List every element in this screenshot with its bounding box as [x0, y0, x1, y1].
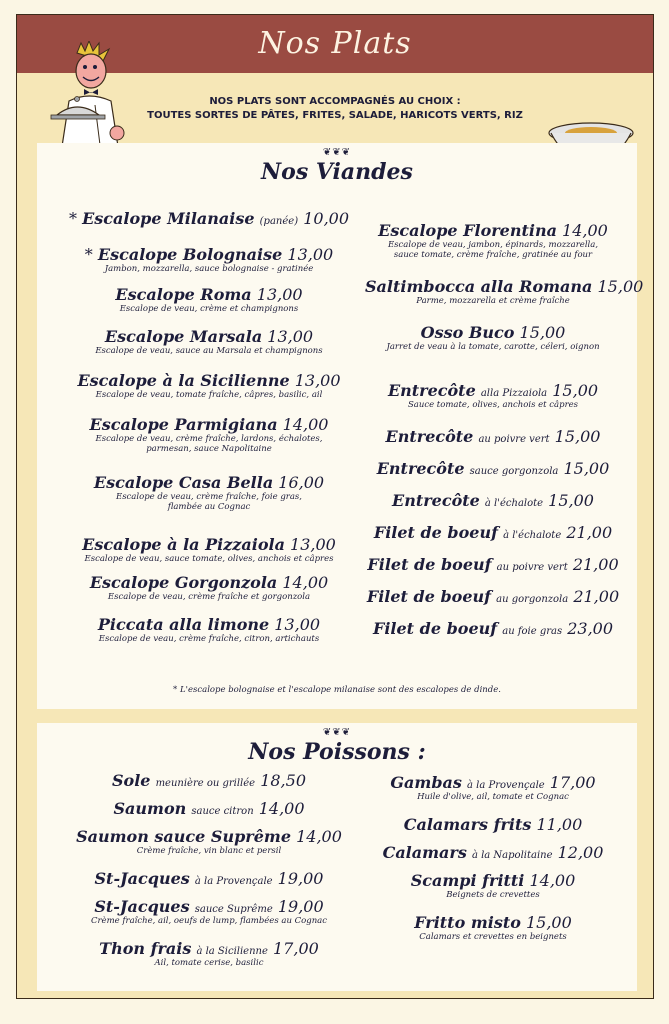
menu-item-line — [365, 773, 621, 792]
dish-price: 14,00 — [529, 871, 576, 890]
dish-name: Entrecôte — [376, 459, 465, 478]
dish-description: flambée au Cognac — [167, 502, 251, 512]
ornament-fish: ❦❦❦ — [322, 727, 352, 738]
dish-name: Escalope à la Pizzaiola — [82, 535, 285, 554]
menu-item-line — [59, 535, 359, 554]
dish-price: 21,00 — [566, 523, 613, 542]
menu-item-line — [59, 209, 359, 228]
menu-item-line — [59, 827, 359, 846]
dish-description: Sauce tomate, olives, anchois et câpres — [407, 400, 579, 410]
dish-price: 21,00 — [573, 587, 620, 606]
menu-item — [365, 587, 621, 606]
menu-item-line — [365, 523, 621, 542]
dish-name: Filet de boeuf — [366, 587, 492, 606]
dish-variant: à la Sicilienne — [196, 946, 268, 957]
menu-item-line — [365, 913, 621, 932]
dish-price: 17,00 — [549, 773, 596, 792]
menu-item-line — [59, 615, 359, 634]
dish-variant: à la Napolitaine — [471, 850, 553, 861]
dish-name: Saltimbocca alla Romana — [365, 277, 593, 296]
dish-price: 18,50 — [260, 771, 306, 790]
dish-name: Filet de boeuf — [372, 619, 498, 638]
menu-frame — [16, 14, 654, 999]
dish-price: 13,00 — [267, 327, 314, 346]
dish-name: Calamars — [382, 843, 467, 862]
menu-item-line — [365, 619, 621, 638]
dish-variant: au gorgonzola — [496, 594, 569, 605]
menu-item-line — [59, 473, 359, 492]
menu-item — [59, 827, 359, 856]
dish-price: 13,00 — [256, 285, 303, 304]
dish-name: St-Jacques — [94, 897, 190, 916]
dish-variant: au poivre vert — [496, 562, 568, 573]
dish-name: Entrecôte — [385, 427, 474, 446]
dish-name: Entrecôte — [392, 491, 480, 510]
dish-variant: alla Pizzaiola — [480, 388, 548, 399]
dish-price: 15,00 — [548, 491, 594, 510]
dish-name: St-Jacques — [94, 869, 190, 888]
menu-item-line — [59, 285, 359, 304]
menu-item — [59, 371, 359, 400]
dish-price: 19,00 — [277, 869, 324, 888]
dish-description: parmesan, sauce Napolitaine — [146, 444, 272, 454]
menu-item-line — [59, 939, 359, 958]
dish-description: Escalope de veau, crème fraîche, foie gras, — [115, 492, 303, 502]
menu-item — [365, 277, 644, 306]
dish-variant: sauce gorgonzola — [469, 466, 559, 477]
menu-item — [59, 245, 359, 274]
menu-item — [365, 619, 621, 638]
dish-name: Escalope Milanaise — [82, 209, 255, 228]
menu-item-line — [365, 555, 621, 574]
ornament-meat: ❦❦❦ — [322, 147, 352, 158]
menu-item — [365, 871, 621, 900]
menu-item — [59, 285, 359, 314]
dish-price: 15,00 — [525, 913, 572, 932]
dish-name: Thon frais — [99, 939, 192, 958]
dish-price: 11,00 — [536, 815, 583, 834]
fish-section-title: Nos Poissons : — [248, 739, 426, 765]
dish-variant: à la Provençale — [194, 876, 273, 887]
menu-item — [59, 615, 359, 644]
intro-line-1: NOS PLATS SONT ACCOMPAGNÉS AU CHOIX : — [209, 96, 461, 107]
menu-item-line — [59, 771, 359, 790]
dish-variant: au poivre vert — [478, 434, 550, 445]
dish-description: Escalope de veau, sauce au Marsala et champignons — [95, 346, 323, 356]
menu-item-line — [365, 815, 621, 834]
dish-description: Beignets de crevettes — [446, 890, 540, 900]
dish-name: Piccata alla limone — [97, 615, 270, 634]
menu-item-line — [365, 587, 621, 606]
menu-item — [365, 459, 621, 478]
dish-price: 15,00 — [519, 323, 566, 342]
dish-name: Saumon sauce Suprême — [76, 827, 292, 846]
menu-item — [365, 381, 621, 410]
menu-item — [59, 209, 359, 228]
dish-variant: meunière ou grillée — [155, 778, 256, 789]
menu-item-line — [365, 871, 621, 890]
dish-description: Escalope de veau, crème fraîche, citron, artichauts — [98, 634, 320, 644]
intro-line-2: TOUTES SORTES DE PÂTES, FRITES, SALADE, HARICOTS VERTS, RIZ — [147, 110, 523, 121]
dish-price: 10,00 — [303, 209, 350, 228]
dish-price: 15,00 — [563, 459, 610, 478]
dish-price: 21,00 — [572, 555, 619, 574]
menu-item-line — [59, 869, 359, 888]
menu-item — [365, 491, 621, 510]
menu-item-line — [59, 371, 359, 390]
dish-description: Escalope de veau, crème fraîche et gorgonzola — [107, 592, 311, 602]
menu-item-line — [365, 323, 621, 342]
menu-item-line — [365, 427, 621, 446]
dish-description: Ail, tomate cerise, basilic — [154, 958, 264, 968]
asterisk-mark: * — [84, 245, 93, 264]
dish-price: 14,00 — [258, 799, 305, 818]
dish-description: Escalope de veau, jambon, épinards, mozzarella, — [387, 240, 599, 250]
menu-item — [59, 415, 359, 454]
menu-item — [365, 555, 621, 574]
menu-item-line — [365, 277, 644, 296]
menu-item — [59, 573, 359, 602]
menu-item — [59, 327, 359, 356]
menu-item — [365, 815, 621, 834]
dish-variant: sauce Suprême — [194, 904, 273, 915]
dish-name: Entrecôte — [387, 381, 476, 400]
dish-price: 16,00 — [278, 473, 325, 492]
menu-item-line — [59, 573, 359, 592]
dish-name: Saumon — [113, 799, 187, 818]
dish-name: Osso Buco — [420, 323, 515, 342]
dish-name: Scampi fritti — [410, 871, 525, 890]
dish-name: Escalope à la Sicilienne — [77, 371, 290, 390]
dish-variant: sauce citron — [191, 806, 254, 817]
dish-description: Escalope de veau, sauce tomate, olives, anchois et câpres — [84, 554, 334, 564]
dish-price: 14,00 — [282, 573, 329, 592]
dish-name: Filet de boeuf — [373, 523, 498, 542]
menu-item — [59, 771, 359, 790]
dish-name: Filet de boeuf — [367, 555, 492, 574]
menu-item — [59, 799, 359, 818]
dish-price: 13,00 — [290, 535, 336, 554]
dish-description: Escalope de veau, tomate fraîche, câpres, basilic, ail — [95, 390, 323, 400]
menu-item — [59, 535, 359, 564]
dish-name: Escalope Marsala — [104, 327, 263, 346]
asterisk-mark: * — [68, 209, 77, 228]
menu-item — [365, 843, 621, 862]
menu-item — [365, 427, 621, 446]
dish-description: sauce tomate, crème fraîche, gratinée au four — [393, 250, 593, 260]
menu-item-line — [365, 459, 621, 478]
menu-item-line — [59, 897, 359, 916]
menu-item — [59, 869, 359, 888]
menu-item — [59, 939, 359, 968]
dish-price: 13,00 — [294, 371, 341, 390]
dish-price: 13,00 — [274, 615, 321, 634]
dish-name: Fritto misto — [414, 913, 521, 932]
dish-price: 14,00 — [296, 827, 342, 846]
dish-description: Crème fraîche, ail, oeufs de lump, flambées au Cognac — [90, 916, 328, 926]
dish-price: 15,00 — [552, 381, 599, 400]
dish-name: Gambas — [390, 773, 462, 792]
dish-variant: (panée) — [259, 216, 299, 227]
menu-item — [59, 897, 359, 926]
dish-price: 14,00 — [282, 415, 329, 434]
page-title: Nos Plats — [258, 26, 412, 61]
menu-item-line — [365, 491, 621, 510]
menu-item-line — [59, 245, 359, 264]
menu-item — [365, 523, 621, 542]
dish-variant: au foie gras — [502, 626, 563, 637]
dish-description: Escalope de veau, crème et champignons — [119, 304, 299, 314]
menu-item-line — [365, 381, 621, 400]
dish-price: 19,00 — [277, 897, 324, 916]
dish-price: 14,00 — [562, 221, 608, 240]
dish-price: 15,00 — [554, 427, 601, 446]
dish-price: 15,00 — [597, 277, 644, 296]
footnote: * L'escalope bolognaise et l'escalope milanaise sont des escalopes de dinde. — [173, 685, 501, 695]
dish-name: Calamars frits — [403, 815, 532, 834]
dish-variant: à l'échalote — [484, 498, 544, 509]
meat-section-title: Nos Viandes — [261, 159, 413, 185]
menu-item — [365, 913, 621, 942]
menu-item-line — [59, 415, 359, 434]
dish-name: Escalope Casa Bella — [93, 473, 274, 492]
dish-price: 13,00 — [287, 245, 334, 264]
dish-price: 12,00 — [557, 843, 604, 862]
meat-section — [37, 143, 644, 709]
dish-variant: à l'échalote — [503, 530, 562, 541]
dish-description: Parme, mozzarella et crème fraîche — [416, 296, 570, 306]
menu-item-line — [365, 843, 621, 862]
dish-description: Jambon, mozzarella, sauce bolognaise - gratinée — [104, 264, 314, 274]
dish-description: Escalope de veau, crème fraîche, lardons, échalotes, — [95, 434, 323, 444]
dish-name: Escalope Bolognaise — [97, 245, 283, 264]
dish-description: Calamars et crevettes en beignets — [419, 932, 567, 942]
dish-price: 17,00 — [273, 939, 319, 958]
fish-section — [37, 723, 637, 991]
menu-item — [365, 323, 621, 352]
dish-description: Crème fraîche, vin blanc et persil — [136, 846, 282, 856]
dish-name: Escalope Roma — [115, 285, 252, 304]
menu-item — [365, 221, 621, 260]
dish-name: Escalope Parmigiana — [89, 415, 278, 434]
dish-name: Escalope Florentina — [378, 221, 557, 240]
menu-item-line — [59, 327, 359, 346]
menu-item — [365, 773, 621, 802]
dish-name: Sole — [111, 771, 151, 790]
dish-variant: à la Provençale — [467, 780, 545, 791]
dish-description: Huile d'olive, ail, tomate et Cognac — [417, 792, 569, 802]
menu-item — [59, 473, 359, 512]
dish-description: Jarret de veau à la tomate, carotte, céleri, oignon — [386, 342, 600, 352]
menu-item-line — [365, 221, 621, 240]
dish-name: Escalope Gorgonzola — [89, 573, 278, 592]
menu-item-line — [59, 799, 359, 818]
dish-price: 23,00 — [567, 619, 614, 638]
